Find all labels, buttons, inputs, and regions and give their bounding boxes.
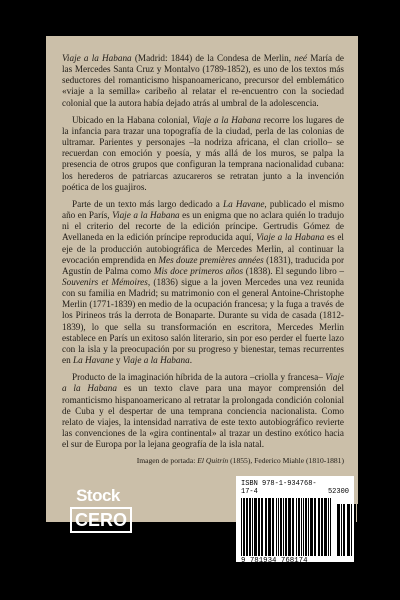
barcode-bar bbox=[252, 498, 254, 556]
barcode-bar bbox=[330, 498, 332, 556]
ean-bars bbox=[241, 498, 332, 556]
barcode-bar bbox=[285, 498, 287, 556]
barcode-bar bbox=[280, 498, 282, 556]
barcode-bar bbox=[310, 498, 312, 556]
barcode-bar bbox=[357, 504, 359, 556]
barcode-bar bbox=[354, 504, 356, 556]
synopsis-panel bbox=[46, 36, 358, 522]
logo-word-stock: Stock bbox=[76, 486, 120, 505]
barcode-bar bbox=[278, 498, 280, 556]
barcode-bar bbox=[351, 504, 353, 556]
barcode-bar bbox=[318, 498, 320, 556]
addon-bars bbox=[337, 504, 363, 556]
barcode-bar bbox=[258, 498, 260, 556]
barcode-bar bbox=[261, 498, 263, 556]
synopsis-paragraph-1: Viaje a la Habana (Madrid: 1844) de la Condesa de Merlin, neé María de las Mercedes Santa Cruz y Montalvo (1789-1852), es uno de los textos más seductores del romanticismo hispanoamericano, precursor del emblemático «viaje a la semilla» caribeño al relatar el re-encuentro con la sociedad colonial que la autora había dejado atrás al umbral de la adolescencia. bbox=[62, 53, 345, 108]
cover-image-credit: Imagen de portada: El Quitrín (1855), Federico Miahle (1810-1881) bbox=[136, 456, 344, 466]
barcode-bar bbox=[272, 498, 274, 556]
synopsis-paragraph-2: Ubicado en la Habana colonial, Viaje a la Habana recorre los lugares de la infancia para trazar una topografía de la ciudad, perla de las colonias de ultramar. Parientes y personajes –la nodriza africana, el clan criollo– se recuerdan con emoción y poesía, y más allá de los muros, se palpa la presencia de otros grupos que configuran la temprana nacionalidad cubana: los herederos de patriarcas azucareros se retratan junto a la invención poética de los guajiros. bbox=[62, 114, 344, 192]
barcode-bar bbox=[343, 504, 345, 556]
isbn-label: ISBN 978-1-934768-17-4 bbox=[241, 480, 317, 496]
barcode-bar bbox=[337, 504, 339, 556]
barcode-bar bbox=[249, 498, 251, 556]
barcode-bar bbox=[325, 498, 327, 556]
stockcero-logo bbox=[70, 487, 126, 537]
barcode-bar bbox=[246, 498, 248, 556]
barcode-bar bbox=[348, 504, 350, 556]
ean-digits: 9 781934 768174 bbox=[241, 557, 308, 565]
barcode-header bbox=[241, 480, 349, 496]
barcode-bar bbox=[254, 498, 256, 556]
barcode-bar bbox=[298, 498, 300, 556]
barcode-bar bbox=[292, 498, 294, 556]
barcode-bar bbox=[265, 498, 267, 556]
synopsis-paragraph-3: Parte de un texto más largo dedicado a La Havane, publicado el mismo año en París, Viaje a la Habana es un enigma que no aclara quién lo tradujo ni el criterio del recorte de la edición príncipe. Gertrudis Gómez de Avellaneda en la edición príncipe reproducida aquí, Viaje a la Habana es el eje de la producción autobiográfica de Mercedes Merlin, al continuar la evocación emprendida en Mes douze premières années (1831), traducida por Agustín de Palma como Mis doce primeros años (1838). El segundo libro –Souvenirs et Mémoires, (1836) sigue a la joven Mercedes una vez reunida con su familia en Madrid; su matrimonio con el general Antoine-Christophe Merlin (1771-1839) en medio de la ocupación francesa; y la fuga a través de los Pirineos trás la derrota de Bonaparte. Durante su vida de casada (1812-1839), lo que sella su transformación en escritora, Mercedes Merlin establece en París un exitoso salón literario, sin por eso perder el fuerte lazo con la isla y la preocupación por su progreso y bienestar, temas recurrentes en La Havane y Viaje a la Habana. bbox=[62, 198, 345, 366]
barcode-bar bbox=[268, 498, 270, 556]
barcode-bars bbox=[241, 498, 349, 556]
logo-word-cero: CERO bbox=[70, 507, 132, 533]
barcode-bar bbox=[314, 498, 316, 556]
barcode-bar bbox=[243, 498, 245, 556]
barcode-bar bbox=[360, 504, 362, 556]
isbn-barcode bbox=[236, 476, 354, 565]
barcode-bar bbox=[288, 498, 290, 556]
barcode-bar bbox=[308, 498, 310, 556]
price-addon-code: 52300 bbox=[327, 488, 349, 496]
synopsis-paragraph-4: Producto de la imaginación híbrida de la autora –criolla y francesa– Viaje a la Habana es un texto clave para una mayor comprensión del romanticismo hispanoamericano al retratar la prolongada condición colonial de Cuba y el despertar de una temprana conciencia nacionalista. Como relato de viajes, la intensidad narrativa de este texto autobiográfico revierte las convenciones de la «gira continental» al trazar un destino exótico hacia el sur de Europa por la lejana geografía de la isla natal. bbox=[62, 372, 344, 450]
